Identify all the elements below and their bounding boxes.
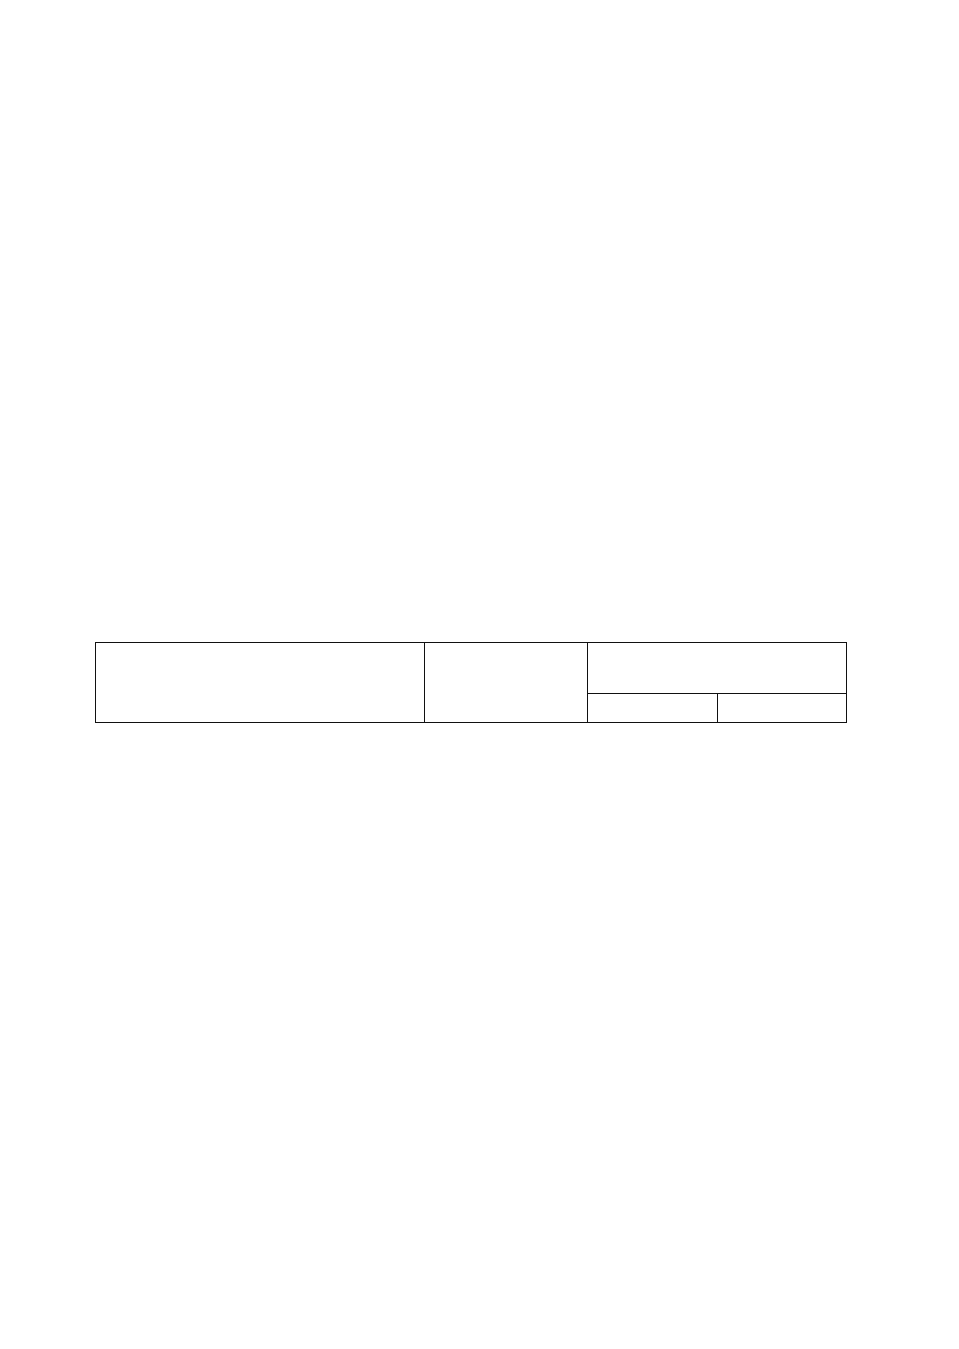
header-method [96, 643, 425, 723]
yield-table [95, 642, 847, 723]
header-rub [587, 694, 718, 723]
header-percent [718, 694, 847, 723]
table-header-row-1 [96, 643, 847, 694]
header-yield [424, 643, 587, 723]
header-costs-group [587, 643, 846, 694]
